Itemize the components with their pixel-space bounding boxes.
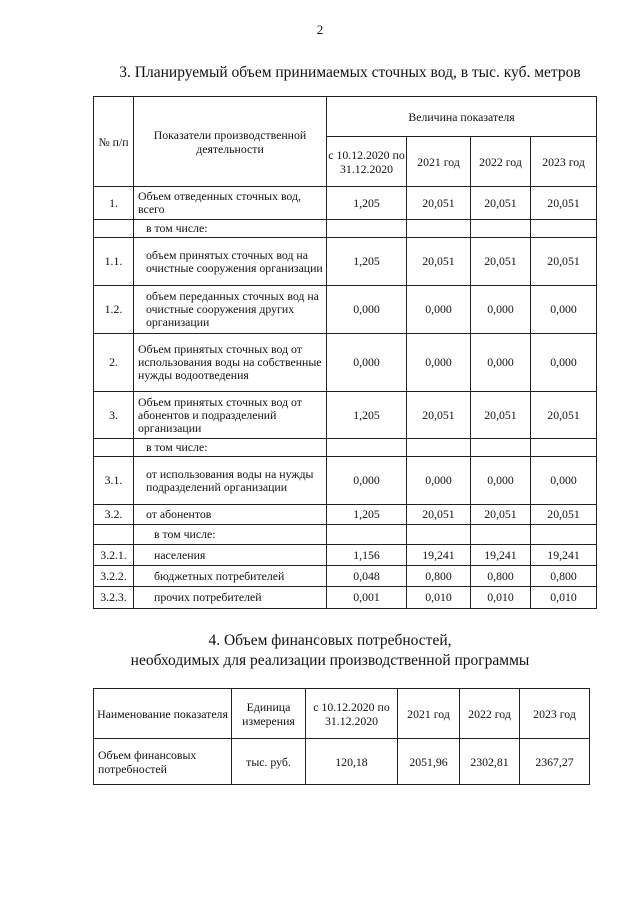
row-value: 20,051 bbox=[531, 392, 597, 439]
row-value: 20,051 bbox=[531, 505, 597, 525]
row-value: 0,010 bbox=[531, 587, 597, 609]
row-value: 20,051 bbox=[407, 238, 471, 286]
table-row bbox=[94, 392, 597, 439]
header-period: с 10.12.2020 по 31.12.2020 bbox=[306, 689, 398, 739]
header-indicator: Показатели производственной деятельности bbox=[134, 97, 327, 187]
row-value: 0,000 bbox=[327, 334, 407, 392]
row-value: 0,000 bbox=[407, 457, 471, 505]
row-value: 20,051 bbox=[471, 187, 531, 220]
row-value: 0,800 bbox=[471, 566, 531, 587]
row-value: 1,205 bbox=[327, 505, 407, 525]
wastewater-volume-table bbox=[93, 96, 597, 609]
row-num bbox=[94, 220, 134, 238]
table-row bbox=[94, 545, 597, 566]
row-value: 20,051 bbox=[471, 505, 531, 525]
row-value: 0,010 bbox=[407, 587, 471, 609]
row-label: в том числе: bbox=[134, 525, 327, 545]
row-value bbox=[471, 525, 531, 545]
row-value: 20,051 bbox=[531, 187, 597, 220]
row-value: 0,010 bbox=[471, 587, 531, 609]
row-value: 19,241 bbox=[531, 545, 597, 566]
table-row bbox=[94, 457, 597, 505]
row-value: 0,800 bbox=[531, 566, 597, 587]
header-year: 2022 год bbox=[471, 137, 531, 187]
header-num: № п/п bbox=[94, 97, 134, 187]
row-value bbox=[531, 220, 597, 238]
row-value: 19,241 bbox=[471, 545, 531, 566]
row-num: 3.2.1. bbox=[94, 545, 134, 566]
row-value: 1,205 bbox=[327, 187, 407, 220]
row-num: 3.2.3. bbox=[94, 587, 134, 609]
row-value: 1,205 bbox=[327, 392, 407, 439]
row-value: 0,000 bbox=[327, 286, 407, 334]
row-value: 1,156 bbox=[327, 545, 407, 566]
row-value: 0,000 bbox=[531, 334, 597, 392]
row-num bbox=[94, 525, 134, 545]
row-num: 3.2. bbox=[94, 505, 134, 525]
row-value bbox=[531, 439, 597, 457]
row-num: 3.2.2. bbox=[94, 566, 134, 587]
row-value: 2302,81 bbox=[460, 739, 520, 785]
header-year: 2023 год bbox=[531, 137, 597, 187]
table-row bbox=[94, 238, 597, 286]
row-value: 20,051 bbox=[471, 238, 531, 286]
row-label: от использования воды на нужды подразделений организации bbox=[134, 457, 327, 505]
row-value: 0,000 bbox=[471, 286, 531, 334]
row-value: 120,18 bbox=[306, 739, 398, 785]
header-unit: Единица измерения bbox=[232, 689, 306, 739]
row-value: 0,000 bbox=[327, 457, 407, 505]
row-value bbox=[407, 220, 471, 238]
row-label: Объем финансовых потребностей bbox=[94, 739, 232, 785]
header-year: 2021 год bbox=[407, 137, 471, 187]
row-value: 0,000 bbox=[531, 457, 597, 505]
row-value: 0,000 bbox=[471, 334, 531, 392]
section-3-title: 3. Планируемый объем принимаемых сточных вод, в тыс. куб. метров bbox=[119, 64, 581, 81]
row-num: 1.1. bbox=[94, 238, 134, 286]
row-unit: тыс. руб. bbox=[232, 739, 306, 785]
row-value: 0,000 bbox=[471, 457, 531, 505]
row-label: населения bbox=[134, 545, 327, 566]
row-value: 0,001 bbox=[327, 587, 407, 609]
row-value bbox=[407, 525, 471, 545]
table-row bbox=[94, 286, 597, 334]
row-label: в том числе: bbox=[134, 220, 327, 238]
row-value: 20,051 bbox=[471, 392, 531, 439]
page-number: 2 bbox=[316, 22, 324, 37]
row-value: 20,051 bbox=[407, 187, 471, 220]
row-label: объем переданных сточных вод на очистные сооружения других организации bbox=[134, 286, 327, 334]
row-value: 0,000 bbox=[407, 334, 471, 392]
section-4-title-line-2: необходимых для реализации производственной программы bbox=[130, 652, 530, 669]
row-num: 1.2. bbox=[94, 286, 134, 334]
row-value: 0,800 bbox=[407, 566, 471, 587]
row-num: 1. bbox=[94, 187, 134, 220]
row-value: 0,000 bbox=[407, 286, 471, 334]
row-value: 20,051 bbox=[531, 238, 597, 286]
table-row bbox=[94, 187, 597, 220]
row-num: 3. bbox=[94, 392, 134, 439]
header-value-group: Величина показателя bbox=[327, 97, 597, 137]
section-4-title bbox=[0, 631, 640, 671]
row-label: от абонентов bbox=[134, 505, 327, 525]
row-value: 0,048 bbox=[327, 566, 407, 587]
row-value bbox=[471, 439, 531, 457]
table-row bbox=[94, 220, 597, 238]
table-row bbox=[94, 334, 597, 392]
row-label: Объем отведенных сточных вод, всего bbox=[134, 187, 327, 220]
row-value: 2051,96 bbox=[398, 739, 460, 785]
row-value bbox=[471, 220, 531, 238]
row-value: 20,051 bbox=[407, 392, 471, 439]
financial-needs-table bbox=[93, 688, 590, 785]
table-row bbox=[94, 739, 590, 785]
header-year: 2023 год bbox=[520, 689, 590, 739]
header-year: 2021 год bbox=[398, 689, 460, 739]
row-num bbox=[94, 439, 134, 457]
row-value: 0,000 bbox=[531, 286, 597, 334]
header-name: Наименование показателя bbox=[94, 689, 232, 739]
row-label: Объем принятых сточных вод от абонентов и подразделений организации bbox=[134, 392, 327, 439]
row-value bbox=[531, 525, 597, 545]
table-row bbox=[94, 566, 597, 587]
row-value bbox=[327, 439, 407, 457]
row-value bbox=[327, 525, 407, 545]
row-label: объем принятых сточных вод на очистные сооружения организации bbox=[134, 238, 327, 286]
section-4-title-line-1: 4. Объем финансовых потребностей, bbox=[208, 632, 452, 649]
row-value bbox=[327, 220, 407, 238]
row-num: 3.1. bbox=[94, 457, 134, 505]
row-value: 20,051 bbox=[407, 505, 471, 525]
row-label: Объем принятых сточных вод от использования воды на собственные нужды водоотведения bbox=[134, 334, 327, 392]
table-row bbox=[94, 505, 597, 525]
table-row bbox=[94, 587, 597, 609]
row-value: 19,241 bbox=[407, 545, 471, 566]
row-value: 1,205 bbox=[327, 238, 407, 286]
row-label: прочих потребителей bbox=[134, 587, 327, 609]
header-period: с 10.12.2020 по 31.12.2020 bbox=[327, 137, 407, 187]
row-value: 2367,27 bbox=[520, 739, 590, 785]
table-row bbox=[94, 525, 597, 545]
row-num: 2. bbox=[94, 334, 134, 392]
row-label: в том числе: bbox=[134, 439, 327, 457]
row-value bbox=[407, 439, 471, 457]
table-row bbox=[94, 439, 597, 457]
header-year: 2022 год bbox=[460, 689, 520, 739]
row-label: бюджетных потребителей bbox=[134, 566, 327, 587]
